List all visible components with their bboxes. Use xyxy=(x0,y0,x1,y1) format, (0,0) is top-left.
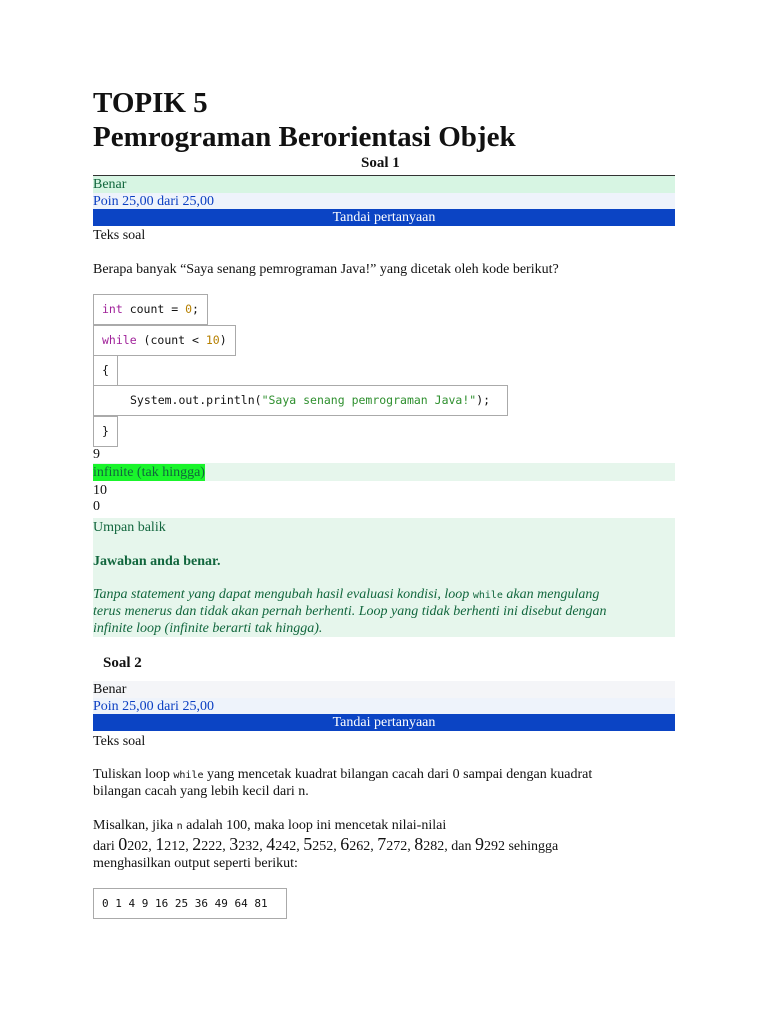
series-value-digit: 4 xyxy=(266,834,276,854)
feedback-explanation-line-1: Tanpa statement yang dapat mengubah hasil evaluasi kondisi, loop while akan mengulang xyxy=(93,587,600,602)
page-title xyxy=(93,86,516,154)
series-value-text: 212, xyxy=(164,839,193,854)
answer-option-selected-row[interactable] xyxy=(93,463,675,481)
answer-option[interactable]: 10 xyxy=(93,483,107,498)
status-label: Benar xyxy=(93,177,127,192)
series-value-digit: 3 xyxy=(229,834,239,854)
square-values xyxy=(118,834,505,854)
question-2-line-3: Misalkan, jika n adalah 100, maka loop ini mencetak nilai-nilai xyxy=(93,818,447,833)
series-value-text: 292 xyxy=(483,839,505,854)
series-value-text: 252, xyxy=(312,839,341,854)
series-conjunction: dan xyxy=(451,839,475,854)
series-value-text: 242, xyxy=(275,839,304,854)
status-bar xyxy=(93,681,675,698)
series-value-digit: 1 xyxy=(155,834,165,854)
series-value-digit: 2 xyxy=(192,834,202,854)
points-label: Poin 25,00 dari 25,00 xyxy=(93,194,214,209)
code-line-2: while (count < 10) xyxy=(93,325,236,356)
feedback-panel xyxy=(93,518,675,637)
flag-question-label: Tandai pertanyaan xyxy=(332,715,436,730)
series-value-digit: 8 xyxy=(414,834,424,854)
answer-option[interactable]: 0 xyxy=(93,499,100,514)
series-value-digit: 7 xyxy=(377,834,387,854)
question-2-heading: Soal 2 xyxy=(103,655,142,671)
question-1-heading: Soal 1 xyxy=(361,155,400,171)
series-value-digit: 5 xyxy=(303,834,313,854)
question-text-label: Teks soal xyxy=(93,228,146,243)
series-value-text: 262, xyxy=(349,839,378,854)
question-2-series: dari 0202, 1212, 2222, 3232, 4242, 5252, 6262, 7272, 8282, dan 9292 sehingga xyxy=(93,834,559,854)
flag-question-button[interactable] xyxy=(93,209,675,226)
answer-option-selected[interactable]: infinite (tak hingga) xyxy=(93,465,205,480)
series-value-digit: 9 xyxy=(474,834,484,854)
code-line-4: System.out.println("Saya senang pemrograman Java!"); xyxy=(93,385,508,416)
series-value-digit: 0 xyxy=(118,834,128,854)
question-2-line-2: bilangan cacah yang lebih kecil dari n. xyxy=(93,784,309,799)
title-line-1: TOPIK 5 xyxy=(93,87,208,119)
feedback-explanation-line-2: terus menerus dan tidak akan pernah berhenti. Loop yang tidak berhenti ini disebut dengan xyxy=(93,604,607,619)
output-example: 0 1 4 9 16 25 36 49 64 81 xyxy=(102,897,268,910)
flag-question-label: Tandai pertanyaan xyxy=(332,210,436,225)
series-value-digit: 6 xyxy=(340,834,350,854)
question-2-line-5: menghasilkan output seperti berikut: xyxy=(93,856,298,871)
flag-question-button[interactable] xyxy=(93,714,675,731)
question-text: Berapa banyak “Saya senang pemrograman Java!” yang dicetak oleh kode berikut? xyxy=(93,262,559,277)
code-line-3: { xyxy=(93,355,118,386)
feedback-label: Umpan balik xyxy=(93,520,166,535)
series-value-text: 282, xyxy=(423,839,452,854)
status-label: Benar xyxy=(93,682,127,697)
code-line-5: } xyxy=(93,416,118,447)
series-value-text: 202, xyxy=(127,839,156,854)
question-text-label: Teks soal xyxy=(93,734,146,749)
series-value-text: 222, xyxy=(201,839,230,854)
code-line-1: int count = 0; xyxy=(93,294,208,325)
series-value-text: 232, xyxy=(238,839,267,854)
points-label: Poin 25,00 dari 25,00 xyxy=(93,699,214,714)
feedback-explanation-line-3: infinite loop (infinite berarti tak hingga). xyxy=(93,621,323,636)
feedback-result: Jawaban anda benar. xyxy=(93,554,221,569)
title-line-2: Pemrograman Berorientasi Objek xyxy=(93,121,516,153)
status-correct-bar xyxy=(93,176,675,193)
question-2-line-1: Tuliskan loop while yang mencetak kuadrat bilangan cacah dari 0 sampai dengan kuadrat xyxy=(93,767,593,782)
points-bar xyxy=(93,193,675,210)
answer-option[interactable]: 9 xyxy=(93,447,100,462)
series-value-text: 272, xyxy=(386,839,415,854)
points-bar xyxy=(93,698,675,715)
output-example-box xyxy=(93,888,287,919)
